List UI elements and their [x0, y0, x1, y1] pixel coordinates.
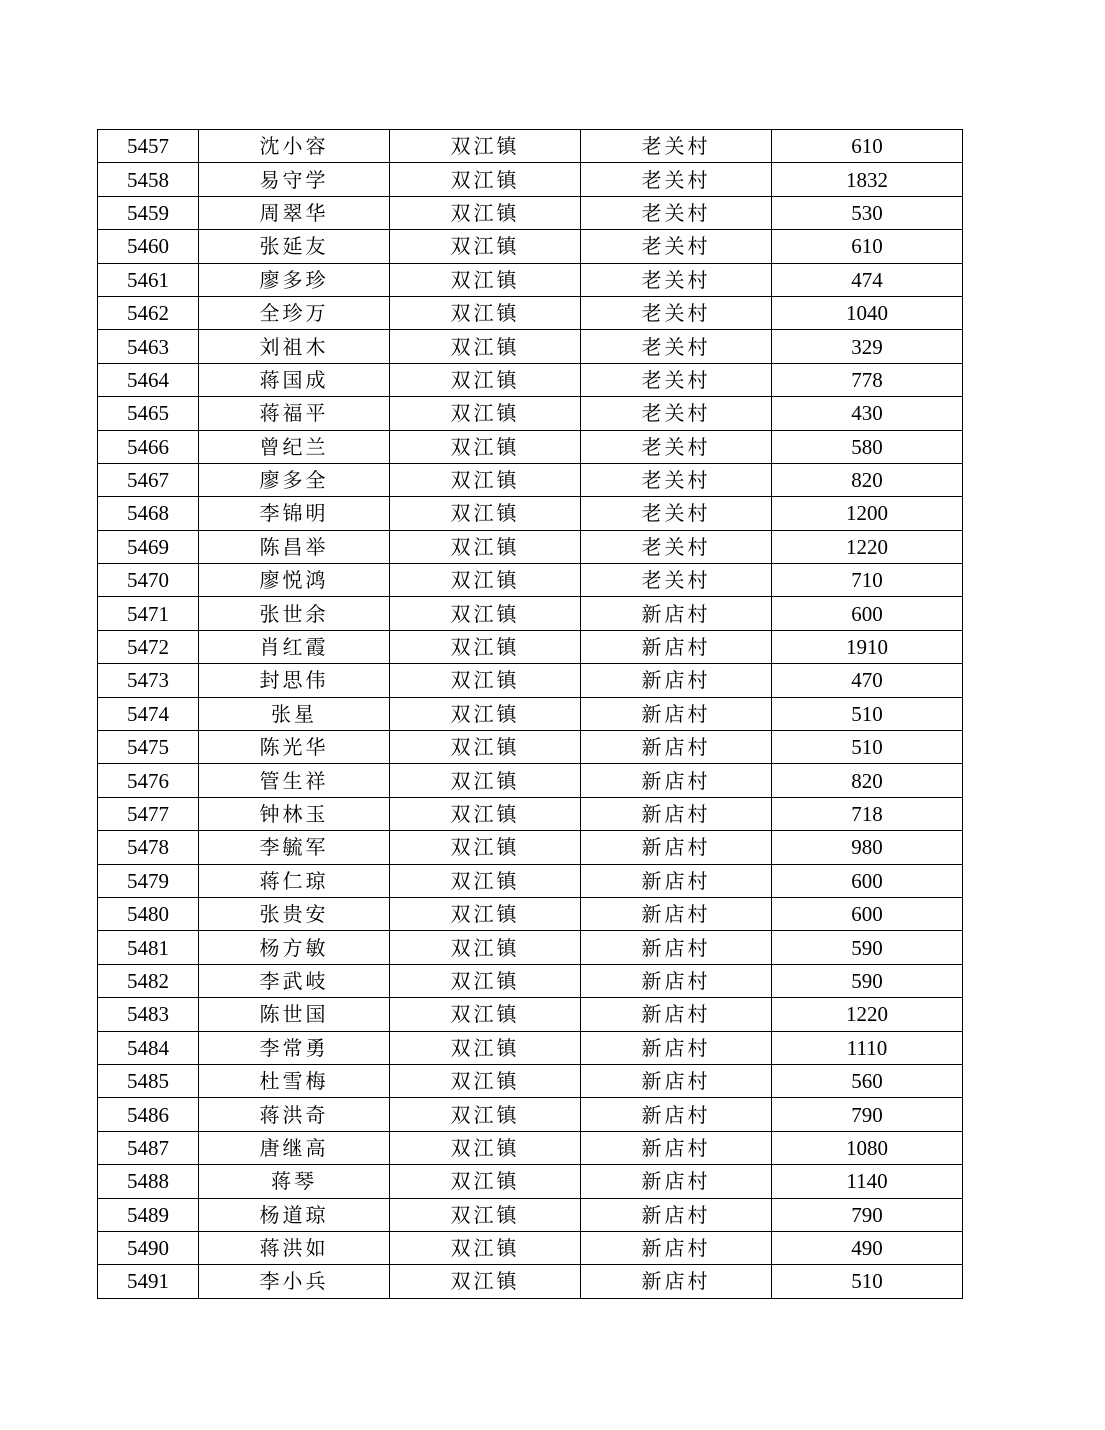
- cell-amount: 610: [772, 130, 963, 163]
- cell-number: 5466: [98, 430, 199, 463]
- cell-number: 5469: [98, 530, 199, 563]
- cell-village: 新店村: [581, 831, 772, 864]
- cell-town: 双江镇: [390, 1265, 581, 1298]
- cell-amount: 470: [772, 664, 963, 697]
- cell-town: 双江镇: [390, 397, 581, 430]
- cell-number: 5480: [98, 897, 199, 930]
- cell-town: 双江镇: [390, 697, 581, 730]
- table-row: [98, 964, 963, 997]
- cell-village: 新店村: [581, 1031, 772, 1064]
- table-row: [98, 230, 963, 263]
- cell-town: 双江镇: [390, 497, 581, 530]
- cell-number: 5486: [98, 1098, 199, 1131]
- cell-number: 5475: [98, 731, 199, 764]
- cell-amount: 560: [772, 1064, 963, 1097]
- cell-amount: 1910: [772, 630, 963, 663]
- cell-amount: 790: [772, 1098, 963, 1131]
- cell-village: 老关村: [581, 564, 772, 597]
- table-row: [98, 130, 963, 163]
- table-row: [98, 163, 963, 196]
- cell-village: 新店村: [581, 1131, 772, 1164]
- table-row: [98, 1231, 963, 1264]
- table-row: [98, 397, 963, 430]
- cell-town: 双江镇: [390, 296, 581, 329]
- cell-number: 5458: [98, 163, 199, 196]
- cell-town: 双江镇: [390, 597, 581, 630]
- cell-village: 老关村: [581, 363, 772, 396]
- cell-village: 新店村: [581, 1165, 772, 1198]
- cell-name: 李小兵: [199, 1265, 390, 1298]
- cell-village: 新店村: [581, 1265, 772, 1298]
- data-table: [97, 129, 963, 1299]
- table-row: [98, 1165, 963, 1198]
- table-body: [98, 130, 963, 1299]
- table-row: [98, 1198, 963, 1231]
- cell-town: 双江镇: [390, 196, 581, 229]
- cell-number: 5465: [98, 397, 199, 430]
- cell-amount: 510: [772, 1265, 963, 1298]
- cell-number: 5489: [98, 1198, 199, 1231]
- cell-village: 老关村: [581, 530, 772, 563]
- cell-village: 新店村: [581, 964, 772, 997]
- cell-number: 5471: [98, 597, 199, 630]
- cell-town: 双江镇: [390, 998, 581, 1031]
- cell-village: 老关村: [581, 263, 772, 296]
- table-row: [98, 530, 963, 563]
- cell-name: 曾纪兰: [199, 430, 390, 463]
- cell-amount: 610: [772, 230, 963, 263]
- cell-village: 老关村: [581, 196, 772, 229]
- cell-name: 李常勇: [199, 1031, 390, 1064]
- cell-number: 5464: [98, 363, 199, 396]
- cell-town: 双江镇: [390, 931, 581, 964]
- cell-town: 双江镇: [390, 764, 581, 797]
- table-row: [98, 296, 963, 329]
- cell-amount: 590: [772, 964, 963, 997]
- cell-town: 双江镇: [390, 797, 581, 830]
- cell-number: 5468: [98, 497, 199, 530]
- cell-name: 廖多全: [199, 463, 390, 496]
- table-row: [98, 931, 963, 964]
- table-row: [98, 731, 963, 764]
- cell-amount: 474: [772, 263, 963, 296]
- cell-town: 双江镇: [390, 564, 581, 597]
- cell-village: 老关村: [581, 296, 772, 329]
- cell-name: 蒋国成: [199, 363, 390, 396]
- cell-amount: 490: [772, 1231, 963, 1264]
- cell-number: 5479: [98, 864, 199, 897]
- table-row: [98, 1098, 963, 1131]
- table-row: [98, 764, 963, 797]
- table-row: [98, 697, 963, 730]
- cell-number: 5470: [98, 564, 199, 597]
- cell-town: 双江镇: [390, 664, 581, 697]
- cell-amount: 600: [772, 597, 963, 630]
- cell-town: 双江镇: [390, 263, 581, 296]
- cell-number: 5491: [98, 1265, 199, 1298]
- cell-amount: 1832: [772, 163, 963, 196]
- cell-town: 双江镇: [390, 330, 581, 363]
- cell-name: 李锦明: [199, 497, 390, 530]
- cell-name: 李武岐: [199, 964, 390, 997]
- table-row: [98, 497, 963, 530]
- cell-number: 5485: [98, 1064, 199, 1097]
- cell-village: 老关村: [581, 430, 772, 463]
- cell-number: 5460: [98, 230, 199, 263]
- cell-village: 新店村: [581, 1231, 772, 1264]
- cell-amount: 510: [772, 697, 963, 730]
- cell-number: 5477: [98, 797, 199, 830]
- cell-name: 杨道琼: [199, 1198, 390, 1231]
- cell-name: 陈昌举: [199, 530, 390, 563]
- cell-village: 新店村: [581, 998, 772, 1031]
- cell-name: 管生祥: [199, 764, 390, 797]
- cell-town: 双江镇: [390, 731, 581, 764]
- table-row: [98, 196, 963, 229]
- cell-number: 5490: [98, 1231, 199, 1264]
- table-row: [98, 831, 963, 864]
- cell-village: 新店村: [581, 864, 772, 897]
- cell-name: 全珍万: [199, 296, 390, 329]
- cell-number: 5488: [98, 1165, 199, 1198]
- cell-number: 5484: [98, 1031, 199, 1064]
- cell-village: 新店村: [581, 597, 772, 630]
- cell-name: 钟林玉: [199, 797, 390, 830]
- cell-village: 新店村: [581, 664, 772, 697]
- cell-amount: 778: [772, 363, 963, 396]
- cell-town: 双江镇: [390, 430, 581, 463]
- cell-town: 双江镇: [390, 1031, 581, 1064]
- cell-village: 新店村: [581, 1098, 772, 1131]
- cell-number: 5476: [98, 764, 199, 797]
- cell-amount: 1220: [772, 998, 963, 1031]
- cell-name: 张延友: [199, 230, 390, 263]
- cell-village: 老关村: [581, 497, 772, 530]
- table-row: [98, 664, 963, 697]
- cell-village: 新店村: [581, 630, 772, 663]
- cell-number: 5467: [98, 463, 199, 496]
- cell-town: 双江镇: [390, 530, 581, 563]
- cell-name: 廖多珍: [199, 263, 390, 296]
- cell-village: 新店村: [581, 731, 772, 764]
- table-row: [98, 897, 963, 930]
- cell-town: 双江镇: [390, 1231, 581, 1264]
- cell-town: 双江镇: [390, 463, 581, 496]
- cell-town: 双江镇: [390, 230, 581, 263]
- cell-amount: 718: [772, 797, 963, 830]
- cell-town: 双江镇: [390, 964, 581, 997]
- cell-amount: 430: [772, 397, 963, 430]
- cell-village: 老关村: [581, 397, 772, 430]
- cell-name: 肖红霞: [199, 630, 390, 663]
- cell-amount: 510: [772, 731, 963, 764]
- table-row: [98, 1031, 963, 1064]
- cell-village: 新店村: [581, 697, 772, 730]
- cell-town: 双江镇: [390, 897, 581, 930]
- table-row: [98, 1131, 963, 1164]
- cell-name: 张星: [199, 697, 390, 730]
- cell-name: 李毓军: [199, 831, 390, 864]
- table-row: [98, 864, 963, 897]
- cell-town: 双江镇: [390, 163, 581, 196]
- cell-amount: 790: [772, 1198, 963, 1231]
- table-row: [98, 363, 963, 396]
- cell-village: 新店村: [581, 797, 772, 830]
- cell-name: 陈光华: [199, 731, 390, 764]
- cell-amount: 980: [772, 831, 963, 864]
- cell-amount: 530: [772, 196, 963, 229]
- cell-amount: 710: [772, 564, 963, 597]
- cell-amount: 1080: [772, 1131, 963, 1164]
- cell-number: 5478: [98, 831, 199, 864]
- cell-number: 5462: [98, 296, 199, 329]
- cell-town: 双江镇: [390, 630, 581, 663]
- cell-name: 蒋洪奇: [199, 1098, 390, 1131]
- cell-town: 双江镇: [390, 363, 581, 396]
- cell-amount: 1110: [772, 1031, 963, 1064]
- cell-village: 老关村: [581, 230, 772, 263]
- cell-name: 刘祖木: [199, 330, 390, 363]
- cell-town: 双江镇: [390, 1064, 581, 1097]
- table-row: [98, 630, 963, 663]
- cell-number: 5483: [98, 998, 199, 1031]
- cell-number: 5461: [98, 263, 199, 296]
- cell-name: 蒋福平: [199, 397, 390, 430]
- cell-number: 5472: [98, 630, 199, 663]
- cell-village: 老关村: [581, 463, 772, 496]
- cell-village: 新店村: [581, 1064, 772, 1097]
- cell-village: 新店村: [581, 1198, 772, 1231]
- cell-number: 5457: [98, 130, 199, 163]
- table-row: [98, 564, 963, 597]
- cell-town: 双江镇: [390, 831, 581, 864]
- table-row: [98, 797, 963, 830]
- table-row: [98, 1064, 963, 1097]
- cell-town: 双江镇: [390, 1165, 581, 1198]
- cell-name: 张世余: [199, 597, 390, 630]
- cell-amount: 580: [772, 430, 963, 463]
- cell-number: 5487: [98, 1131, 199, 1164]
- cell-number: 5481: [98, 931, 199, 964]
- cell-name: 蒋洪如: [199, 1231, 390, 1264]
- cell-name: 蒋仁琼: [199, 864, 390, 897]
- cell-village: 新店村: [581, 764, 772, 797]
- cell-name: 沈小容: [199, 130, 390, 163]
- cell-amount: 1220: [772, 530, 963, 563]
- cell-town: 双江镇: [390, 130, 581, 163]
- cell-name: 张贵安: [199, 897, 390, 930]
- cell-village: 老关村: [581, 330, 772, 363]
- cell-number: 5463: [98, 330, 199, 363]
- cell-town: 双江镇: [390, 1098, 581, 1131]
- cell-village: 新店村: [581, 897, 772, 930]
- cell-name: 唐继高: [199, 1131, 390, 1164]
- cell-name: 易守学: [199, 163, 390, 196]
- cell-name: 陈世国: [199, 998, 390, 1031]
- cell-town: 双江镇: [390, 864, 581, 897]
- cell-name: 杨方敏: [199, 931, 390, 964]
- cell-amount: 1140: [772, 1165, 963, 1198]
- table-row: [98, 263, 963, 296]
- cell-name: 蒋琴: [199, 1165, 390, 1198]
- cell-town: 双江镇: [390, 1198, 581, 1231]
- table-row: [98, 1265, 963, 1298]
- cell-amount: 329: [772, 330, 963, 363]
- cell-number: 5459: [98, 196, 199, 229]
- cell-amount: 820: [772, 463, 963, 496]
- table-row: [98, 330, 963, 363]
- cell-number: 5482: [98, 964, 199, 997]
- cell-number: 5474: [98, 697, 199, 730]
- table-row: [98, 430, 963, 463]
- cell-amount: 600: [772, 897, 963, 930]
- table-row: [98, 998, 963, 1031]
- cell-name: 廖悦鸿: [199, 564, 390, 597]
- cell-amount: 1040: [772, 296, 963, 329]
- table-row: [98, 463, 963, 496]
- cell-name: 周翠华: [199, 196, 390, 229]
- cell-amount: 1200: [772, 497, 963, 530]
- cell-village: 老关村: [581, 130, 772, 163]
- cell-number: 5473: [98, 664, 199, 697]
- cell-amount: 590: [772, 931, 963, 964]
- cell-name: 封思伟: [199, 664, 390, 697]
- cell-amount: 600: [772, 864, 963, 897]
- cell-amount: 820: [772, 764, 963, 797]
- cell-village: 老关村: [581, 163, 772, 196]
- cell-name: 杜雪梅: [199, 1064, 390, 1097]
- cell-village: 新店村: [581, 931, 772, 964]
- table-row: [98, 597, 963, 630]
- cell-town: 双江镇: [390, 1131, 581, 1164]
